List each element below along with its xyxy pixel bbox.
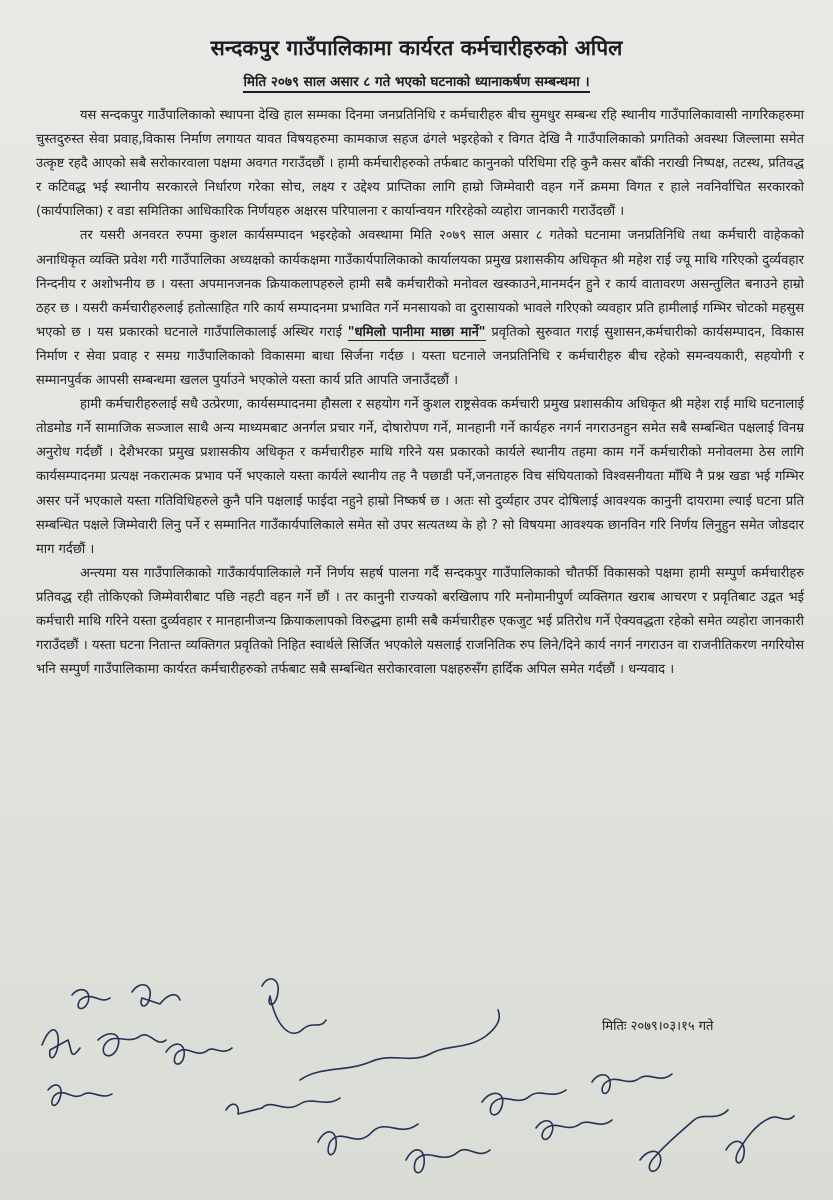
paragraph-demand: हामी कर्मचारीहरुलाई सधै उत्प्रेरणा, कार्यसम्पादनमा हौसला र सहयोग गर्ने कुशल राष्ट्रसेवक कर्मचारी प्रमुख प्रशासकीय अधिकृत श्री महेश राई माथि घटनालाई तोडमोड गर्ने सामाजिक सञ्जाल साथै अन्य माध्यमबाट अनर्गल प्रचार गर्ने, दोषारोपण गर्ने, मानहानी गर्ने कार्यहरु नगर्न नगराउनहुन समेत सबै सम्बन्धित पक्षलाई विनम्र अनुरोध गर्दछौं । देशैभरका प्रमुख प्रशासकीय अधिकृत र कर्मचारीहरु माथि गरिने यस प्रकारको कार्यले स्थानीय तहमा काम गर्ने कर्मचारीको मनोवलमा ठेस लागि कार्यसम्पादनमा प्रत्यक्ष नकरात्मक प्रभाव पर्ने भएकाले यस्ता कार्यले स्थानीय तह नै पछाडी पर्ने,जनताहरु विच संघियताको विश्वसनीयता माँथि नै प्रश्न खडा भई गम्भिर असर पर्ने भएकाले यस्ता गतिविधिहरुले कुनै पनि पक्षलाई फाईदा नहुने हाम्रो निष्कर्ष छ । अतः सो दुर्व्यहार उपर दोषिलाई आवश्यक कानुनी दायरामा ल्याई घटना प्रति सम्बन्धित पक्षले जिम्मेवारी लिनु पर्ने र सम्मानित गाउँकार्यपालिकाले समेत सो उपर सत्यतथ्य के हो ? सो विषयमा आवश्यक छानविन गरि निर्णय लिनुहुन समेत जोडदार माग गर्दछौं । — [36, 397, 804, 557]
signature-7 — [48, 1085, 112, 1105]
signature-1 — [42, 1030, 80, 1058]
signature-15 — [640, 1110, 728, 1171]
emphasized-phrase: "धमिलो पानीमा माछा मार्ने" — [347, 324, 486, 340]
signature-13 — [536, 1120, 612, 1139]
signature-16 — [726, 1116, 794, 1163]
signature-11 — [406, 1150, 490, 1173]
incident-text-b: प्रवृतिको सुरुवात गराई सुशासन,कर्मचारीको कार्यसम्पादन, विकास निर्माण र सेवा प्रवाह र समग्र गाउँपालिकाको विकासमा बाधा सिर्जना गर्दछ । यस्ता घटनाले जनप्रतिनिधि र कर्मचारीहरु बीच रहेको समन्वयकारी, सहयोगी र सम्मानपुर्वक आपसी सम्बन्धमा खलल पुर्याउने भएकोले यस्ता कार्य प्रति आपति जनाउँदछौं । — [36, 324, 805, 389]
signature-5 — [166, 1044, 232, 1064]
subject-text: मिति २०७९ साल असार ८ गते भएको घटनाको ध्यानाकर्षण सम्बन्धमा । — [243, 74, 589, 93]
paragraph-intro: यस सन्दकपुर गाउँपालिकाको स्थापना देखि हाल सम्मका दिनमा जनप्रतिनिधि र कर्मचारीहरु बीच सुमधुर सम्बन्ध रहि स्थानीय गाउँपालिकावासी नागरिकहरुमा चुस्तदुरुस्त सेवा प्रवाह,विकास निर्माण लगायत यावत विषयहरुमा कामकाज सहज ढंगले भइरहेको र विगत देखि नै गाउँपालिकाको प्रगतिको अवस्था जिल्लामा समेत उत्कृष्ट रहदै आएको सबै सरोकारवाला पक्षमा अवगत गराउँदछौं । हामी कर्मचारीहरुको तर्फबाट कानुनको परिधिमा रहि कुनै कसर बाँकी नराखी निष्पक्ष, तटस्थ, प्रतिवद्ध र कटिवद्ध भई स्थानीय सरकारले निर्धारण गरेका सोच, लक्ष्य र उद्देश्य प्राप्तिका लागि हाम्रो जिम्मेवारी वहन गर्ने क्रममा विगत र हाले नवनिर्वाचित सरकारको (कार्यपालिका) र वडा समितिका आधिकारिक निर्णयहरु अक्षरस परिपालना र कार्यान्वयन गरिरहेको व्यहोरा जानकारी गराउँदछौं । — [36, 108, 804, 220]
signature-2 — [72, 990, 110, 1009]
signature-14 — [592, 1074, 672, 1093]
paragraph-closing: अन्त्यमा यस गाउँपालिकाको गाउँकार्यपालिकाले गर्ने निर्णय सहर्ष पालना गर्दै सन्दकपुर गाउँपालिकाको चौतर्फी विकासको पक्षमा हामी सम्पुर्ण कर्मचारीहरु प्रतिवद्ध रही तोकिएको जिम्मेवारीबाट पछि नहटी वहन गर्ने छौं । तर कानुनी राज्यको बरखिलाप गरि मनोमानीपुर्ण व्यक्तिगत खराब आचरण र प्रवृतिबाट उद्वत भई कर्मचारी माथि गरिने यस्ता दुर्व्यवहार र मानहानीजन्य क्रियाकलापको विरुद्धमा हामी सबै कर्मचारीहरु एकजुट भई प्रतिरोध गर्ने ऐक्यवद्धता रहेको समेत व्यहोरा जानकारी गराउँदछौं । यस्ता घटना नितान्त व्यक्तिगत प्रवृतिको निहित स्वार्थले सिर्जित भएकोले यसलाई राजनितिक रुप लिने/दिने कार्य नगर्न नगराउन वा राजनीतिकरण नगरियोस भनि सम्पुर्ण गाउँपालिकामा कार्यरत कर्मचारीहरुको तर्फबाट सबै सम्बन्धित सरोकारवाला पक्षहरुसँग हार्दिक अपिल समेत गर्दछौं । धन्यवाद । — [36, 565, 804, 678]
signature-8 — [226, 1098, 340, 1114]
incident-text-a: तर यसरी अनवरत रुपमा कुशल कार्यसम्पादन भइरहेको अवस्थामा मिति २०७९ साल असार ८ गतेको घटनामा जनप्रतिनिधि तथा कर्मचारी वाहेकको अनाधिकृत व्यक्ति प्रवेश गरी गाउँपालिका अध्यक्षको कार्यकक्षमा गाउँकार्यपालिकाको कार्यालयका प्रमुख प्रशासकीय अधिकृत श्री महेश राई ज्यू माथि गरिएको दुर्व्यवहार निन्दनीय र अशोभनीय छ । यस्ता अपमानजनक क्रियाकलापहरुले हामी सबै कर्मचारीको मनोवल खस्काउने,मानमर्दन हुने र कार्य वातावरण असन्तुलित बनाउने हाम्रो ठहर छ । यसरी कर्मचारीहरुलाई हतोत्साहित गरि कार्य सम्पादनमा प्रभावित गर्ने मनसायको वा दुरासायको भावले गरिएको व्यवहार प्रति हामीलाई गम्भिर चोटको महसुस भएको छ । यस प्रकारको घटनाले गाउँपालिकालाई अस्थिर गराई — [36, 228, 804, 340]
signature-3 — [132, 985, 180, 1006]
document-date: मितिः २०७९।०३।१५ गते — [602, 1019, 714, 1034]
signature-12 — [482, 1090, 566, 1115]
signature-4 — [98, 1034, 166, 1056]
signature-6 — [262, 979, 326, 1033]
signature-9 — [300, 1010, 499, 1080]
signature-10 — [318, 1124, 418, 1155]
document-title: सन्दकपुर गाउँपालिकामा कार्यरत कर्मचारीहरुको अपिल — [210, 36, 623, 60]
